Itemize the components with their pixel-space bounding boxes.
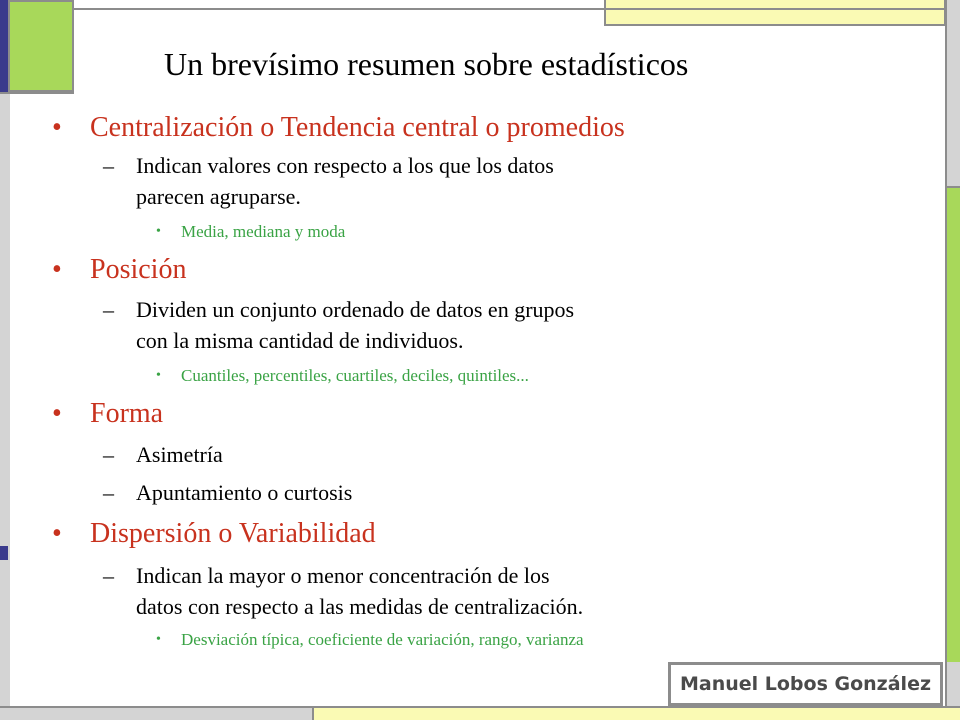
section-heading: Forma bbox=[90, 398, 164, 429]
section-heading: Posición bbox=[90, 254, 187, 285]
examples-text: Desviación típica, coeficiente de variación, rango, varianza bbox=[181, 630, 584, 649]
section-heading: Centralización o Tendencia central o promedios bbox=[90, 112, 625, 143]
slide-title: Un brevísimo resumen sobre estadísticos bbox=[164, 46, 689, 82]
section-item bbox=[103, 477, 353, 508]
bullet-icon: • bbox=[52, 254, 62, 285]
section-description bbox=[103, 150, 554, 212]
section-forma bbox=[52, 398, 164, 430]
section-examples bbox=[156, 222, 346, 242]
bullet-icon: • bbox=[156, 224, 161, 239]
section-posicion bbox=[52, 254, 187, 286]
bullet-icon: • bbox=[156, 632, 161, 647]
section-dispersion bbox=[52, 518, 376, 550]
bullet-icon: • bbox=[52, 398, 62, 429]
description-line: con la misma cantidad de individuos. bbox=[136, 328, 464, 353]
description-line: Indican valores con respecto a los que los datos bbox=[136, 153, 554, 178]
section-examples bbox=[156, 366, 529, 386]
item-text: Apuntamiento o curtosis bbox=[136, 480, 353, 505]
section-description bbox=[103, 294, 575, 356]
item-text: Asimetría bbox=[136, 442, 223, 467]
dash-icon: – bbox=[103, 297, 114, 322]
dash-icon: – bbox=[103, 480, 114, 505]
section-description bbox=[103, 560, 584, 622]
dash-icon: – bbox=[103, 442, 114, 467]
description-line: datos con respecto a las medidas de centralización. bbox=[136, 594, 584, 619]
section-centralizacion bbox=[52, 112, 625, 144]
section-item bbox=[103, 439, 223, 470]
dash-icon: – bbox=[103, 153, 114, 178]
dash-icon: – bbox=[103, 563, 114, 588]
description-line: Dividen un conjunto ordenado de datos en grupos bbox=[136, 297, 575, 322]
description-line: parecen agruparse. bbox=[136, 184, 301, 209]
examples-text: Media, mediana y moda bbox=[181, 222, 346, 241]
examples-text: Cuantiles, percentiles, cuartiles, deciles, quintiles... bbox=[181, 366, 529, 385]
bullet-icon: • bbox=[52, 112, 62, 143]
author-footer: Manuel Lobos González bbox=[668, 662, 943, 706]
section-heading: Dispersión o Variabilidad bbox=[90, 518, 376, 549]
description-line: Indican la mayor o menor concentración de los bbox=[136, 563, 550, 588]
section-examples bbox=[156, 630, 584, 650]
bullet-icon: • bbox=[52, 518, 62, 549]
bullet-icon: • bbox=[156, 368, 161, 383]
